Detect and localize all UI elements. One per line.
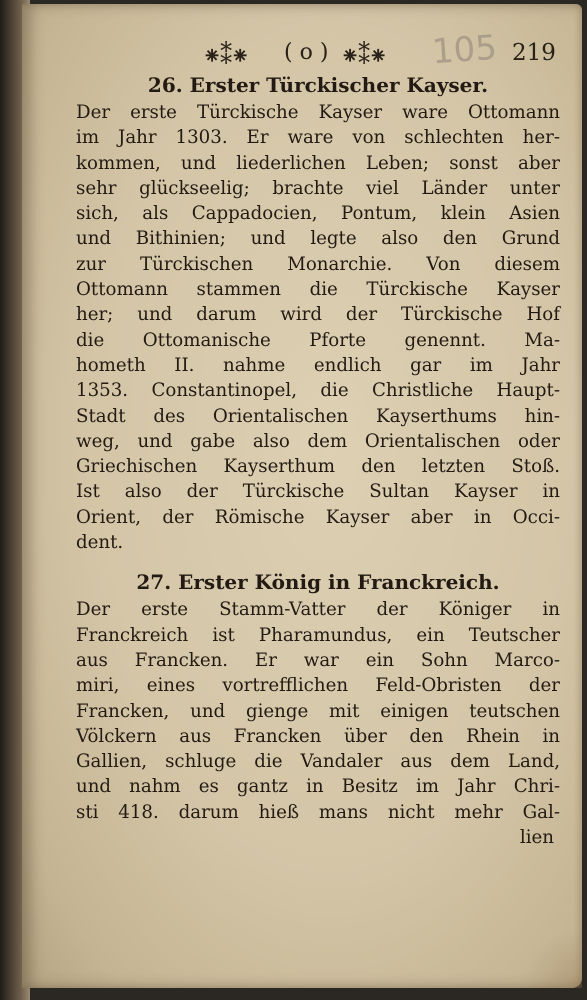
page-marker: ( o ) xyxy=(284,40,329,65)
text-line: weg, und gabe also dem Orientalischen oder xyxy=(76,430,560,452)
text-line: und nahm es gantz in Besitz im Jahr Chri- xyxy=(76,776,560,798)
text-line: sti 418. darum hieß mans nicht mehr Gal- xyxy=(76,801,560,823)
text-line: 1353. Constantinopel, die Christliche Haupt- xyxy=(76,380,560,402)
text-line: zur Türckischen Monarchie. Von diesem xyxy=(76,253,560,275)
ornament-right: ⁕⁑⁕ xyxy=(340,42,387,70)
section-heading: 26. Erster Türckischer Kayser. xyxy=(147,73,489,97)
text-line: aus Francken. Er war ein Sohn Marco- xyxy=(76,649,560,671)
catchword: lien xyxy=(519,827,554,849)
text-line: her; und darum wird der Türckische Hof xyxy=(76,304,560,326)
text-line: Der erste Türckische Kayser ware Ottomann xyxy=(76,102,560,123)
section-gap xyxy=(76,555,560,567)
section-heading: 27. Erster König in Franckreich. xyxy=(136,570,500,595)
text-line: Gallien, schluge die Vandaler aus dem Land, xyxy=(76,751,560,773)
text-line: Ist also der Türckische Sultan Kayser in xyxy=(76,481,560,503)
page-header xyxy=(202,27,562,73)
text-line: Stadt des Orientalischen Kayserthums hin- xyxy=(76,405,560,427)
text-line: Griechischen Kayserthum den letzten Stoß. xyxy=(76,456,560,478)
text-line: Francken, und gienge mit einigen teutschen xyxy=(76,700,560,722)
text-line: Franckreich ist Pharamundus, ein Teutscher xyxy=(76,624,560,646)
page-number: 219 xyxy=(512,40,556,66)
text-line: sehr glückseelig; brachte viel Länder unter xyxy=(76,177,560,199)
pencil-folio-number: 105 xyxy=(430,27,499,73)
text-line: Orient, der Römische Kayser aber in Occi- xyxy=(76,506,560,528)
text-line: kommen, und liederlichen Leben; sonst aber xyxy=(76,152,560,174)
text-line: im Jahr 1303. Er ware von schlechten her- xyxy=(76,127,560,149)
text-line: sich, als Cappadocien, Pontum, klein Asien xyxy=(76,203,560,225)
text-line: miri, eines vortrefflichen Feld-Obristen der xyxy=(76,675,560,697)
text-line: die Ottomanische Pforte genennt. Ma- xyxy=(76,329,560,351)
ornament-left: ⁕⁑⁕ xyxy=(202,42,249,70)
text-line: Völckern aus Francken über den Rhein in xyxy=(76,725,560,747)
text-line: dent. xyxy=(76,532,124,554)
text-line: Der erste Stamm-Vatter der Königer in xyxy=(76,599,560,621)
text-line: und Bithinien; und legte also den Grund xyxy=(76,228,560,250)
text-line: hometh II. nahme endlich gar im Jahr xyxy=(76,354,560,376)
book-page xyxy=(22,4,582,988)
text-line: Ottomann stammen die Türckische Kayser xyxy=(76,279,560,301)
page-text xyxy=(76,70,560,850)
